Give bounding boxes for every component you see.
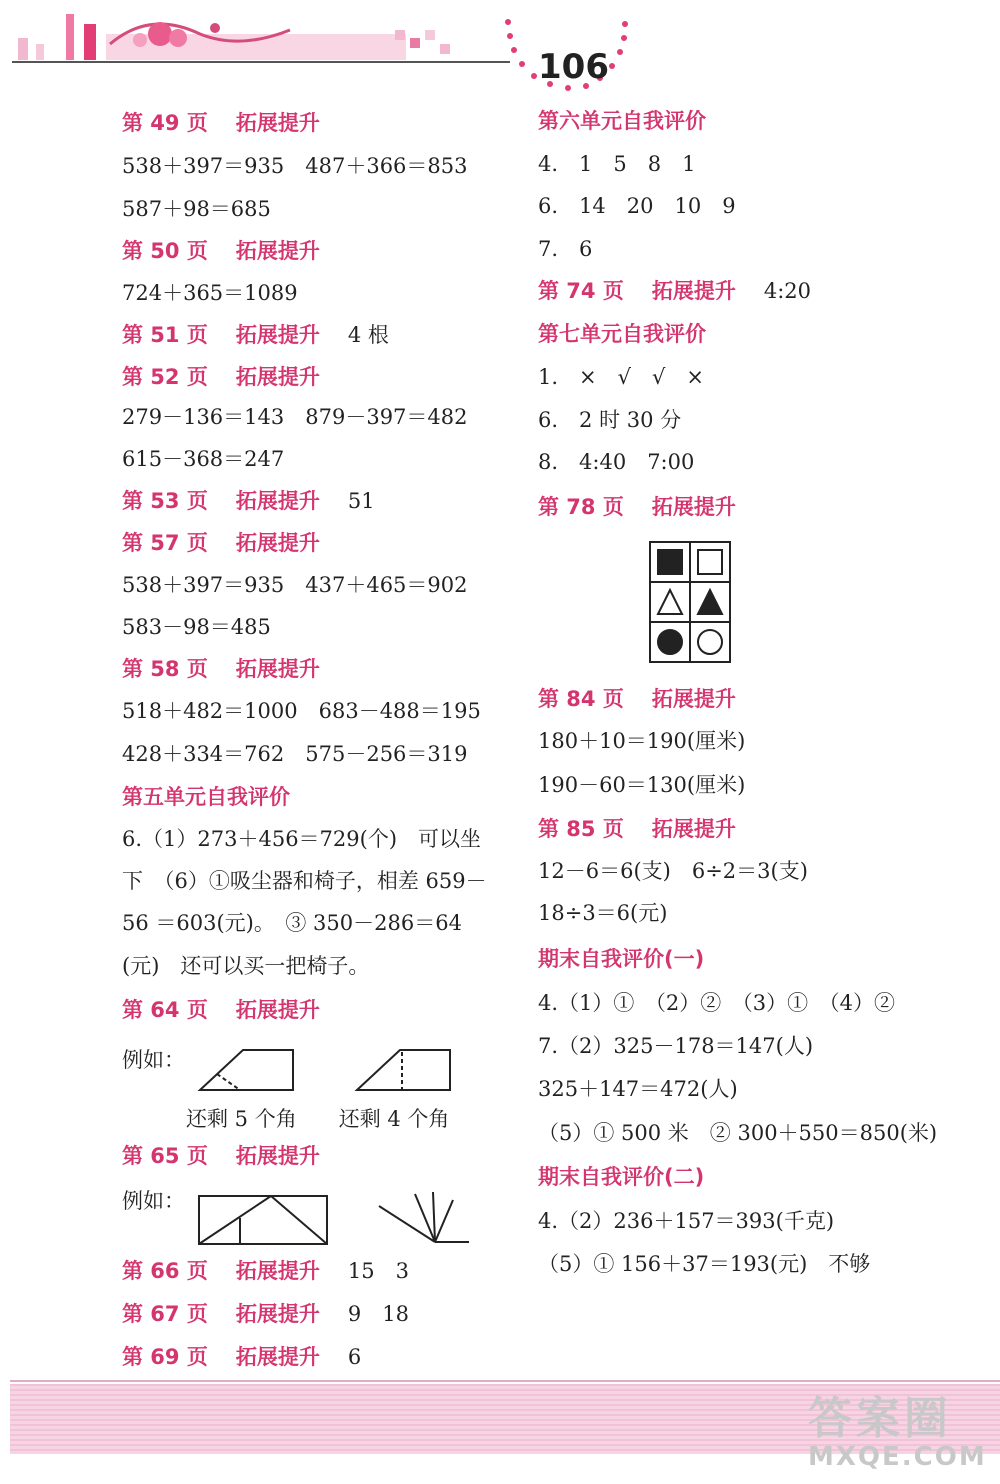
answer-line: 8. 4:40 7:00 <box>538 450 695 474</box>
answer-line: 例如： <box>122 1189 185 1213</box>
answer-line: 6.（1）273＋456＝729(个) 可以坐 <box>122 827 482 851</box>
answer-line: （5）① 156＋37＝193(元) 不够 <box>538 1252 871 1276</box>
unit-title-text: 第五单元自我评价 <box>122 785 290 809</box>
answer-line: 还剩 5 个角 还剩 4 个角 <box>186 1107 450 1131</box>
answer-line: 下 （6）①吸尘器和椅子，相差 659－ <box>122 869 487 893</box>
section-tag: 拓展提升 <box>651 495 736 519</box>
section-heading <box>122 110 320 136</box>
unit-title <box>538 321 706 347</box>
page-ref: 第 69 页 <box>122 1345 208 1369</box>
answer-line: 4. 1 5 8 1 <box>538 152 696 176</box>
section-tag: 拓展提升 <box>235 1302 320 1326</box>
page-footer <box>0 1376 1000 1484</box>
footer-rule <box>10 1380 1000 1382</box>
unit-title <box>538 108 706 134</box>
page-ref: 第 66 页 <box>122 1259 208 1283</box>
answer-line: 7. 6 <box>538 237 593 261</box>
section-tag: 拓展提升 <box>235 1345 320 1369</box>
section-tag: 拓展提升 <box>651 817 736 841</box>
section-heading <box>122 1344 361 1370</box>
answer-text: 15 3 <box>347 1259 409 1283</box>
answer-line: 587＋98＝685 <box>122 197 271 221</box>
section-tag: 拓展提升 <box>235 998 320 1022</box>
section-heading <box>122 364 320 390</box>
page-ref: 第 57 页 <box>122 531 208 555</box>
answer-line: 615－368＝247 <box>122 447 285 471</box>
section-heading <box>122 1143 320 1169</box>
answer-line: 180＋10＝190(厘米) <box>538 729 746 753</box>
section-heading <box>122 530 320 556</box>
answer-text: 6 <box>347 1345 362 1369</box>
answer-line: 583－98＝485 <box>122 615 271 639</box>
section-heading <box>122 322 389 348</box>
answer-line: 7.（2）325－178＝147(人) <box>538 1034 814 1058</box>
section-tag: 拓展提升 <box>235 111 320 135</box>
answer-line: 538＋397＝935 487＋366＝853 <box>122 154 468 178</box>
answer-line: 428＋334＝762 575－256＝319 <box>122 742 468 766</box>
answer-line: 18÷3＝6(元) <box>538 901 668 925</box>
section-heading <box>538 278 811 304</box>
section-tag: 拓展提升 <box>235 323 320 347</box>
unit-title-text: 第六单元自我评价 <box>538 109 706 133</box>
section-heading <box>538 494 736 520</box>
section-heading <box>122 1301 409 1327</box>
section-tag: 拓展提升 <box>235 657 320 681</box>
answer-line: 518＋482＝1000 683－488＝195 <box>122 699 481 723</box>
watermark-logo <box>808 1393 987 1472</box>
page-ref: 第 51 页 <box>122 323 208 347</box>
section-heading <box>538 686 736 712</box>
section-heading <box>122 238 320 264</box>
watermark-title: 答案圈 <box>808 1393 952 1444</box>
answer-line: 538＋397＝935 437＋465＝902 <box>122 573 468 597</box>
section-heading <box>122 997 320 1023</box>
trapezoid-figures <box>195 1046 465 1094</box>
unit-title-text: 期末自我评价(一) <box>538 947 705 971</box>
page-ref: 第 58 页 <box>122 657 208 681</box>
answer-line: (元) 还可以买一把椅子。 <box>122 954 370 978</box>
answer-text: 51 <box>347 489 375 513</box>
page-number: 106 <box>538 47 609 87</box>
answer-line: 12－6＝6(支) 6÷2＝3(支) <box>538 859 808 883</box>
section-tag: 拓展提升 <box>235 1259 320 1283</box>
section-tag: 拓展提升 <box>235 239 320 263</box>
section-tag: 拓展提升 <box>235 489 320 513</box>
answer-line: 190－60＝130(厘米) <box>538 773 746 797</box>
section-tag: 拓展提升 <box>651 279 736 303</box>
page-ref: 第 84 页 <box>538 687 624 711</box>
answer-text: 4:20 <box>763 279 812 303</box>
cut-rectangle-and-angles-figures <box>195 1190 475 1250</box>
page-ref: 第 50 页 <box>122 239 208 263</box>
section-heading <box>122 656 320 682</box>
unit-title <box>122 784 290 810</box>
page-ref: 第 53 页 <box>122 489 208 513</box>
unit-title <box>538 946 704 972</box>
page-ref: 第 74 页 <box>538 279 624 303</box>
section-heading <box>538 816 736 842</box>
answer-line: （5）① 500 米 ② 300＋550＝850(米) <box>538 1121 938 1145</box>
answer-line: 279－136＝143 879－397＝482 <box>122 405 468 429</box>
page-ref: 第 78 页 <box>538 495 624 519</box>
answer-line: 56 ＝603(元)。 ③ 350－286＝64 <box>122 911 462 935</box>
watermark-url: MXQE.COM <box>808 1442 987 1472</box>
unit-title-text: 第七单元自我评价 <box>538 322 706 346</box>
answer-line: 4.（2）236＋157＝393(千克) <box>538 1209 835 1233</box>
section-tag: 拓展提升 <box>235 1144 320 1168</box>
page-ref: 第 67 页 <box>122 1302 208 1326</box>
page-ref: 第 52 页 <box>122 365 208 389</box>
header-flower-decoration <box>0 0 520 66</box>
unit-title <box>538 1164 704 1190</box>
section-heading <box>122 488 375 514</box>
page-header <box>0 0 1000 87</box>
shapes-grid-figure <box>648 540 732 664</box>
page-ref: 第 65 页 <box>122 1144 208 1168</box>
answer-line: 4.（1）① （2）② （3）① （4）② <box>538 991 895 1015</box>
answer-text: 4 根 <box>347 323 389 347</box>
section-heading <box>122 1258 409 1284</box>
answer-line: 325＋147＝472(人) <box>538 1077 738 1101</box>
section-tag: 拓展提升 <box>235 531 320 555</box>
page-ref: 第 64 页 <box>122 998 208 1022</box>
answer-line: 6. 14 20 10 9 <box>538 194 736 218</box>
answer-line: 例如： <box>122 1048 185 1072</box>
answer-line: 724＋365＝1089 <box>122 281 298 305</box>
unit-title-text: 期末自我评价(二) <box>538 1165 705 1189</box>
answer-line: 6. 2 时 30 分 <box>538 408 682 432</box>
answer-text: 9 18 <box>347 1302 409 1326</box>
section-tag: 拓展提升 <box>651 687 736 711</box>
page-ref: 第 49 页 <box>122 111 208 135</box>
answer-line: 1. × √ √ × <box>538 365 704 389</box>
header-rule <box>12 61 510 63</box>
page-ref: 第 85 页 <box>538 817 624 841</box>
section-tag: 拓展提升 <box>235 365 320 389</box>
